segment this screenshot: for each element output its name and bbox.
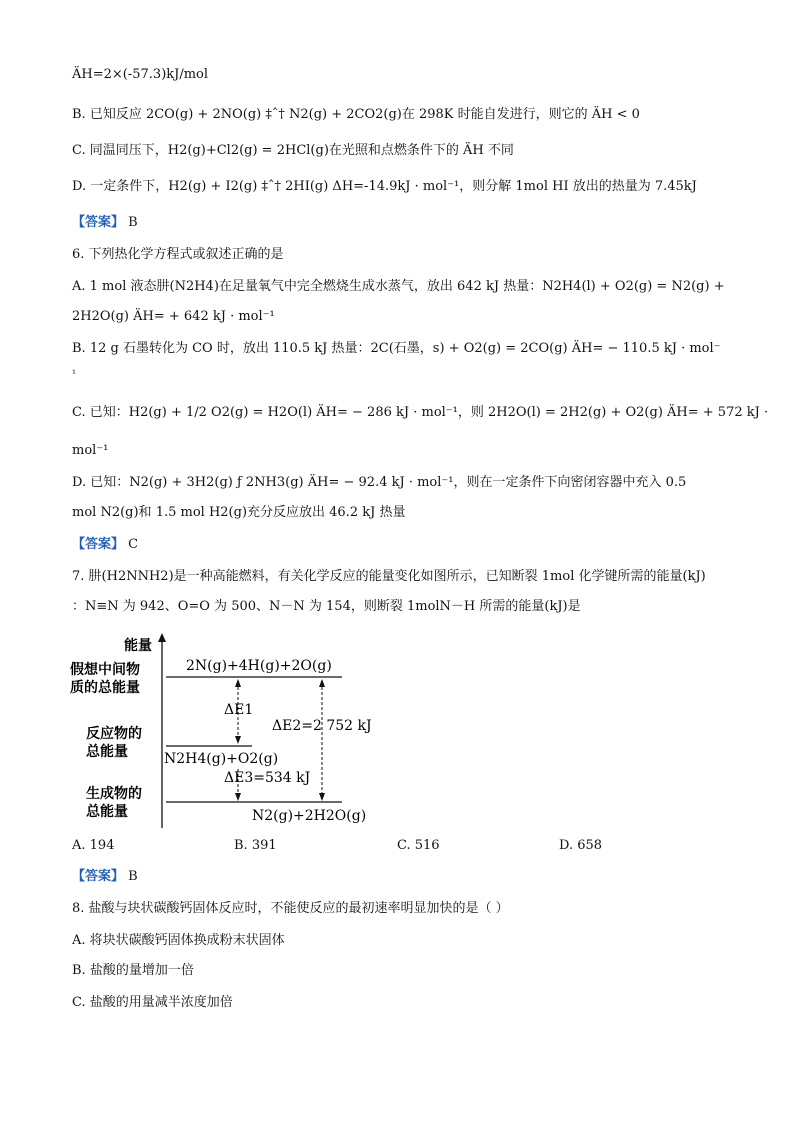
option-b-statement: B. 已知反应 2CO(g) + 2NO(g) ‡ˆ† N2(g) + 2CO2(g)在 298K 时能自发进行，则它的 ÄH < 0 [72, 107, 640, 122]
bot-level-label-2: 总能量 [86, 804, 128, 820]
answer-value: C [128, 537, 139, 552]
question-8: 8. 盐酸与块状碳酸钙固体反应时，不能使反应的最初速率明显加快的是（ ） [72, 901, 509, 916]
delta-e3-label: ΔE3=534 kJ [224, 770, 311, 786]
q7-option-c: C. 516 [397, 838, 440, 853]
question-7-line2: ：N≡N 为 942、O=O 为 500、N－N 为 154，则断裂 1molN－H 所需的能量(kJ)是 [72, 599, 581, 614]
answer-tag: 【答案】 [72, 215, 125, 230]
bot-level-label-1: 生成物的 [86, 786, 142, 802]
y-axis-label: 能量 [124, 638, 152, 654]
mid-level-label-1: 反应物的 [86, 726, 142, 742]
q6-option-d-line2: mol N2(g)和 1.5 mol H2(g)充分反应放出 46.2 kJ 热量 [72, 505, 406, 520]
delta-e1-label: ΔE1 [224, 702, 254, 718]
q6-option-a-line1: A. 1 mol 液态肼(N2H4)在足量氧气中完全燃烧生成水蒸气，放出 642 kJ 热量：N2H4(l) + O2(g) = N2(g) + [72, 279, 725, 294]
answer-value: B [128, 869, 138, 884]
option-d-statement: D. 一定条件下，H2(g) + I2(g) ‡ˆ† 2HI(g) ΔH=-14.9kJ · mol⁻¹，则分解 1mol HI 放出的热量为 7.45kJ [72, 179, 697, 194]
energy-diagram [70, 632, 390, 832]
answer-value: B [128, 215, 138, 230]
q6-option-a-line2: 2H2O(g) ÄH= + 642 kJ · mol⁻¹ [72, 309, 275, 324]
q6-option-c-line2: mol⁻¹ [72, 443, 109, 458]
q7-option-d: D. 658 [559, 838, 603, 853]
mid-species: N2H4(g)+O2(g) [164, 751, 279, 767]
answer-5 [72, 214, 138, 232]
answer-7 [72, 868, 138, 886]
q6-option-c-line1: C. 已知：H2(g) + 1/2 O2(g) = H2O(l) ÄH= − 286 kJ · mol⁻¹，则 2H2O(l) = 2H2(g) + O2(g) ÄH= + 572 kJ · [72, 405, 769, 420]
option-c-statement: C. 同温同压下，H2(g)+Cl2(g) = 2HCl(g)在光照和点燃条件下的 ÄH 不同 [72, 143, 514, 158]
delta-e2-label: ΔE2=2 752 kJ [272, 718, 372, 734]
question-7-line1: 7. 肼(H2NNH2)是一种高能燃料，有关化学反应的能量变化如图所示，已知断裂 1mol 化学键所需的能量(kJ) [72, 569, 706, 584]
top-species: 2N(g)+4H(g)+2O(g) [186, 658, 332, 674]
question-6: 6. 下列热化学方程式或叙述正确的是 [72, 247, 284, 262]
answer-tag: 【答案】 [72, 537, 125, 552]
q6-option-d-line1: D. 已知：N2(g) + 3H2(g) ƒ 2NH3(g) ÄH= − 92.4 kJ · mol⁻¹，则在一定条件下向密闭容器中充入 0.5 [72, 475, 687, 490]
q7-option-a: A. 194 [72, 838, 115, 853]
q6-option-b-line1: B. 12 g 石墨转化为 CO 时，放出 110.5 kJ 热量：2C(石墨，s) + O2(g) = 2CO(g) ÄH= − 110.5 kJ · mol⁻ [72, 341, 721, 356]
mid-level-label-2: 总能量 [86, 744, 128, 760]
q6-option-b-line2: ¹ [72, 369, 77, 380]
q8-option-b: B. 盐酸的量增加一倍 [72, 963, 194, 978]
answer-tag: 【答案】 [72, 869, 125, 884]
top-level-label-2: 质的总能量 [70, 680, 140, 696]
top-level-label-1: 假想中间物 [70, 662, 140, 678]
bot-species: N2(g)+2H2O(g) [252, 808, 367, 824]
line-dh-value: ÄH=2×(-57.3)kJ/mol [72, 67, 209, 82]
answer-6 [72, 536, 138, 554]
q7-option-b: B. 391 [234, 838, 277, 853]
q8-option-c: C. 盐酸的用量减半浓度加倍 [72, 995, 233, 1010]
q8-option-a: A. 将块状碳酸钙固体换成粉末状固体 [72, 933, 285, 948]
